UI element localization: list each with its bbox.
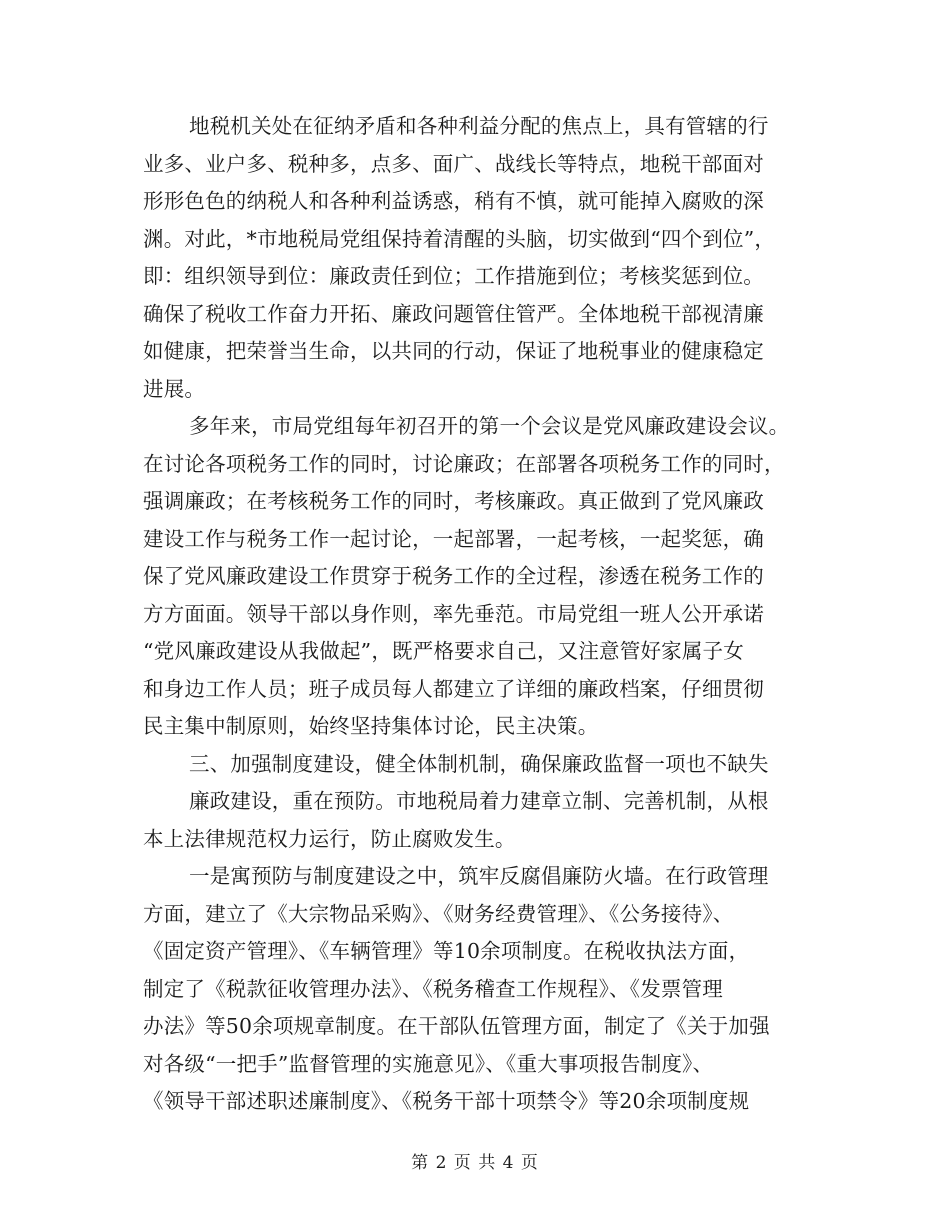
text-line: 制定了《税款征收管理办法》、《税务稽查工作规程》、《发票管理 [143,976,723,1001]
body-text [143,108,813,1121]
text-line: 一是寓预防与制度建设之中，筑牢反腐倡廉防火墙。在行政管理 [189,864,769,888]
text-line: 建设工作与税务工作一起讨论，一起部署，一起考核，一起奖惩，确 [143,526,764,551]
text-line: 方面，建立了《大宗物品采购》、《财务经费管理》、《公务接待》、 [143,901,734,926]
text-line: 多年来，市局党组每年初召开的第一个会议是党风廉政建设会议。 [189,414,790,438]
text-line: 方方面面。领导干部以身作则，率先垂范。市局党组一班人公开承诺 [143,601,764,626]
text-line: 如健康，把荣誉当生命，以共同的行动，保证了地税事业的健康稳定 [143,339,764,363]
text-line: 即：组织领导到位：廉政责任到位；工作措施到位；考核奖惩到位。 [143,264,764,288]
text-line: 廉政建设，重在预防。市地税局着力建章立制、完善机制，从根 [189,789,769,813]
text-line: 《固定资产管理》、《车辆管理》等10余项制度。在税收执法方面， [143,939,750,963]
text-line: 对各级“一把手”监督管理的实施意见》、《重大事项报告制度》、 [143,1051,714,1076]
text-line: 和身边工作人员；班子成员每人都建立了详细的廉政档案，仔细贯彻 [143,676,764,701]
text-line: 保了党风廉政建设工作贯穿于税务工作的全过程，渗透在税务工作的 [143,564,764,588]
text-line: 确保了税收工作奋力开拓、廉政问题管住管严。全体地税干部视清廉 [143,301,764,326]
text-line: 办法》等50余项规章制度。在干部队伍管理方面，制定了《关于加强 [143,1014,770,1038]
page-number-footer: 第 2 页 共 4 页 [411,1153,539,1173]
section-heading: 三、加强制度建设，健全体制机制，确保廉政监督一项也不缺失 [189,751,769,776]
text-line: 本上法律规范权力运行，防止腐败发生。 [143,826,516,851]
text-line: “党风廉政建设从我做起”，既严格要求自己，又注意管好家属子女 [143,639,744,663]
text-line: 形形色色的纳税人和各种利益诱惑，稍有不慎，就可能掉入腐败的深 [143,189,764,213]
text-line: 《领导干部述职述廉制度》、《税务干部十项禁令》等20余项制度规 [143,1089,750,1113]
text-line: 进展。 [143,376,206,401]
text-line: 地税机关处在征纳矛盾和各种利益分配的焦点上，具有管辖的行 [189,114,769,138]
text-line: 业多、业户多、税种多，点多、面广、战线长等特点，地税干部面对 [143,151,764,176]
text-line: 强调廉政；在考核税务工作的同时，考核廉政。真正做到了党风廉政 [143,489,764,513]
text-line: 民主集中制原则，始终坚持集体讨论，民主决策。 [143,714,599,738]
text-line: 在讨论各项税务工作的同时，讨论廉政；在部署各项税务工作的同时， [143,451,785,476]
text-line: 渊。对此，*市地税局党组保持着清醒的头脑，切实做到“四个到位”， [143,226,776,251]
